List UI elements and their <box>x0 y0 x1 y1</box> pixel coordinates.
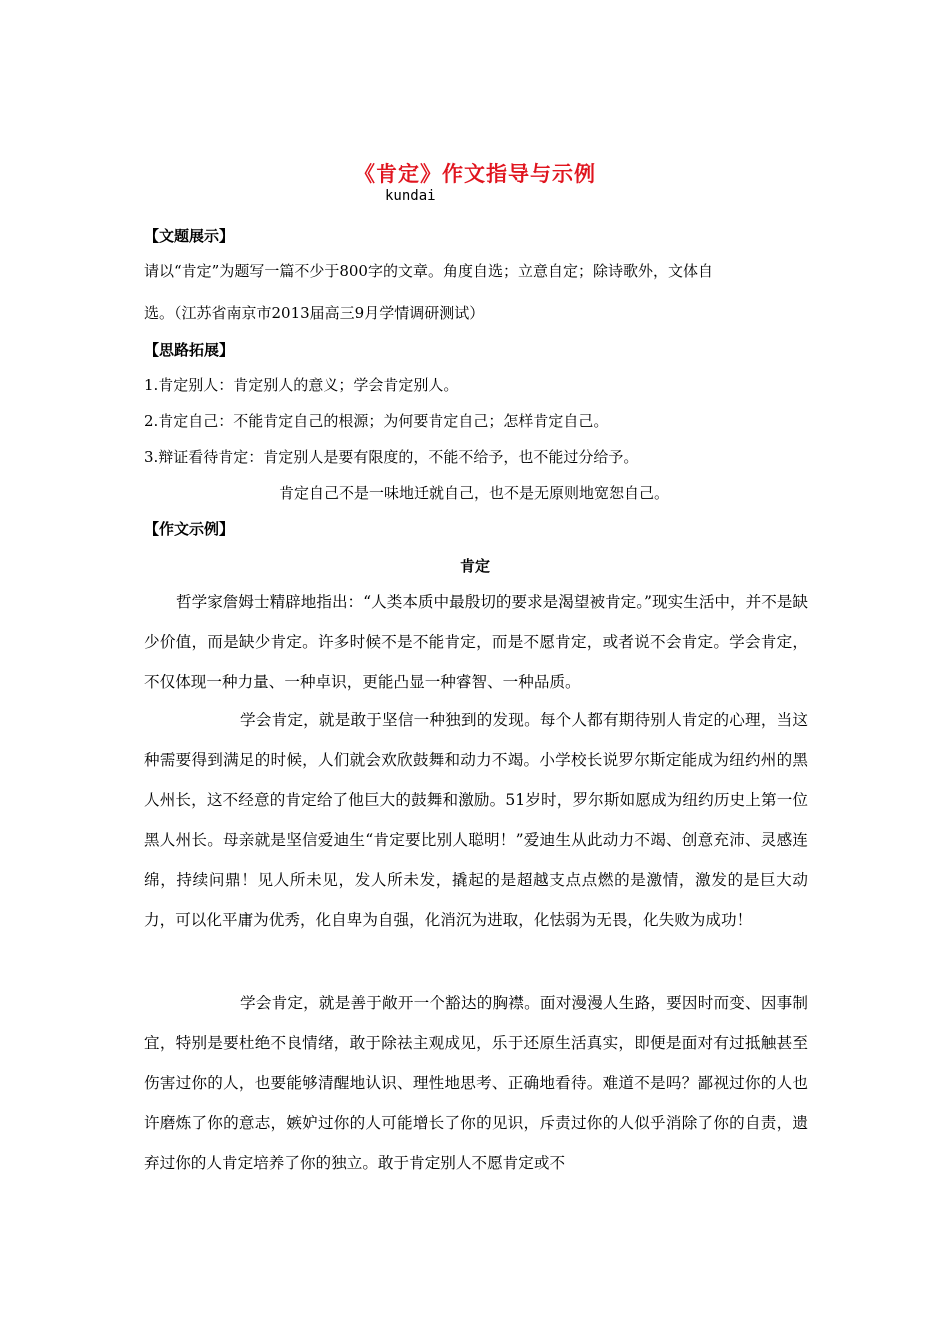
prompt-text-line-1: 请以“肯定”为题写一篇不少于800字的文章。角度自选；立意自定；除诗歌外，文体自 <box>144 262 713 280</box>
prompt-heading: 【文题展示】 <box>144 227 235 245</box>
document-title: 《肯定》作文指导与示例 <box>354 162 596 186</box>
essay-paragraph-2: 学会肯定，就是敢于坚信一种独到的发现。每个人都有期待别人肯定的心理，当这种需要得到满足的时候，人们就会欢欣鼓舞和动力不竭。小学校长说罗尔斯定能成为纽约州的黑人州长，这不经意的肯定给了他巨大的鼓舞和激励。51岁时，罗尔斯如愿成为纽约历史上第一位黑人州长。母亲就是坚信爱迪生“肯定要比别人聪明！”爱迪生从此动力不竭、创意充沛、灵感连绵，持续问鼎！见人所未见，发人所未发，撬起的是超越支点点燃的是激情，激发的是巨大动力，可以化平庸为优秀，化自卑为自强，化消沉为进取，化怯弱为无畏，化失败为成功！ <box>144 711 808 929</box>
essay-paragraph-3: 学会肯定，就是善于敞开一个豁达的胸襟。面对漫漫人生路，要因时而变、因事制宜，特别是要杜绝不良情绪，敢于除祛主观成见，乐于还原生活真实，即便是面对有过抵触甚至伤害过你的人，也要能够清醒地认识、理性地思考、正确地看待。难道不是吗？鄙视过你的人也许磨炼了你的意志，嫉妒过你的人可能增长了你的见识，斥责过你的人似乎消除了你的自责，遗弃过你的人肯定培养了你的独立。敢于肯定别人不愿肯定或不 <box>144 994 808 1172</box>
essay-paragraph-1: 哲学家詹姆士精辟地指出：“人类本质中最殷切的要求是渴望被肯定。”现实生活中，并不是缺少价值，而是缺少肯定。许多时候不是不能肯定，而是不愿肯定，或者说不会肯定。学会肯定，不仅体现一种力量、一种卓识，更能凸显一种睿智、一种品质。 <box>144 593 808 691</box>
author-name: kundai <box>385 188 436 204</box>
prompt-text-line-2: 选。（江苏省南京市2013届高三9月学情调研测试） <box>144 304 485 322</box>
ideas-heading: 【思路拓展】 <box>144 341 235 359</box>
idea-item-3: 3.辩证看待肯定：肯定别人是要有限度的，不能不给予，也不能过分给予。 <box>144 448 639 466</box>
idea-item-3-continued: 肯定自己不是一味地迁就自己，也不是无原则地宽恕自己。 <box>279 484 670 502</box>
idea-item-1: 1.肯定别人：肯定别人的意义；学会肯定别人。 <box>144 376 459 394</box>
example-heading: 【作文示例】 <box>144 520 235 538</box>
idea-item-2: 2.肯定自己：不能肯定自己的根源；为何要肯定自己；怎样肯定自己。 <box>144 412 609 430</box>
essay-title: 肯定 <box>459 557 490 575</box>
